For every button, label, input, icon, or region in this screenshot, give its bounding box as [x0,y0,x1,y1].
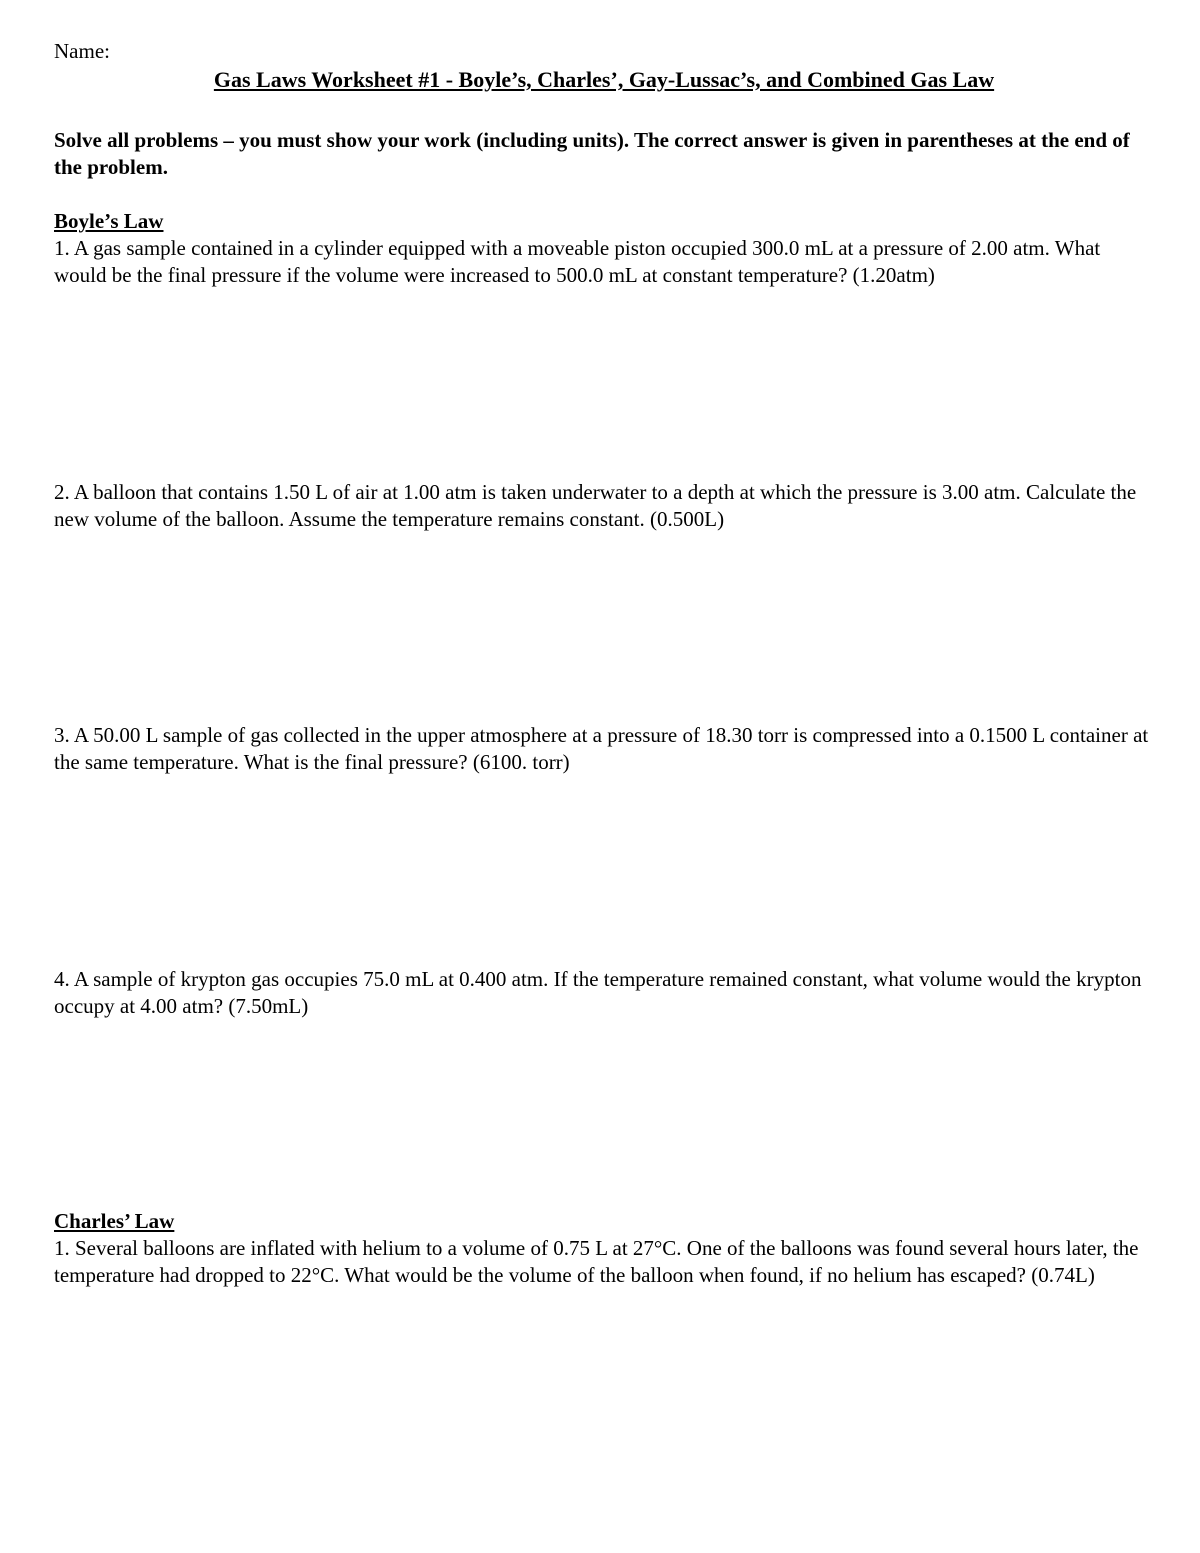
boyle-problem-1: 1. A gas sample contained in a cylinder equipped with a moveable piston occupied 300.0 mL at a pressure of 2.00 atm. What would be the final pressure if the volume were increased to 500.0 mL at constant temperature? (1.20atm) [54,236,1101,287]
worksheet-title: Gas Laws Worksheet #1 - Boyle’s, Charles’, Gay-Lussac’s, and Combined Gas Law [213,67,995,92]
instructions: Solve all problems – you must show your work (including units). The correct answer is given in parentheses at the end of the problem. [54,128,1130,179]
boyle-problem-4: 4. A sample of krypton gas occupies 75.0 mL at 0.400 atm. If the temperature remained constant, what volume would the krypton occupy at 4.00 atm? (7.50mL) [54,967,1142,1018]
section-heading-charles-law: Charles’ Law [54,1209,175,1233]
name-label: Name: [54,39,110,63]
section-heading-boyles-law: Boyle’s Law [54,209,164,233]
boyle-problem-3: 3. A 50.00 L sample of gas collected in the upper atmosphere at a pressure of 18.30 torr is compressed into a 0.1500 L container at the same temperature. What is the final pressure? (6100. torr) [54,723,1149,774]
charles-problem-1: 1. Several balloons are inflated with helium to a volume of 0.75 L at 27°C. One of the balloons was found several hours later, the temperature had dropped to 22°C. What would be the volume of the balloon when found, if no helium has escaped? (0.74L) [54,1236,1139,1287]
boyle-problem-2: 2. A balloon that contains 1.50 L of air at 1.00 atm is taken underwater to a depth at which the pressure is 3.00 atm. Calculate the new volume of the balloon. Assume the temperature remains constant. (0.500L) [54,480,1137,531]
